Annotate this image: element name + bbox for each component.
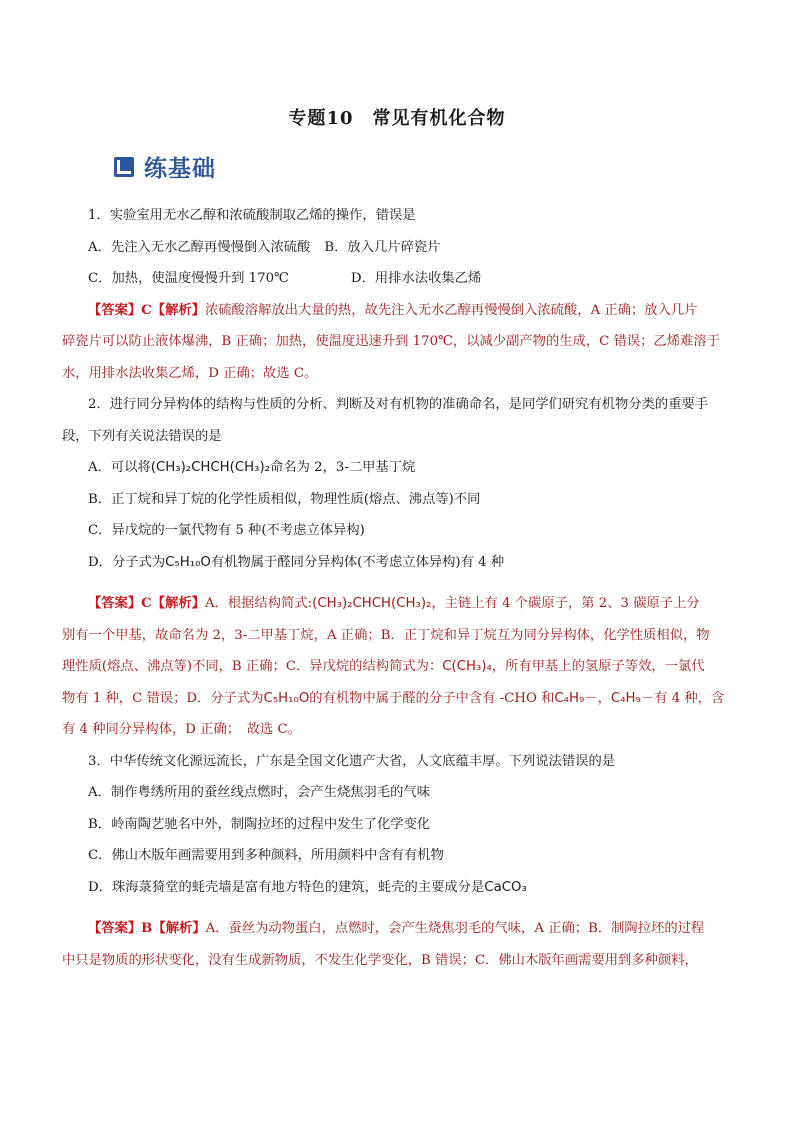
answer-1-line-1: 【答案】C【解析】浓硫酸溶解放出大量的热，故先注入无水乙醇再慢慢倒入浓硫酸，A 正确；放入几片 [88, 302, 698, 318]
answer-tag: 【答案】C【解析】 [88, 302, 205, 318]
answer-2-line-5: 有 4 种同分异构体，D 正确； 故选 C。 [62, 722, 302, 737]
answer-2-line-2: 别有一个甲基，故命名为 2，3-二甲基丁烷，A 正确；B．正丁烷和异丁烷互为同分异构体，化学性质相似，物 [62, 627, 710, 643]
option-b: B．放入几片碎瓷片 [324, 239, 441, 255]
question-1-options-ab [62, 232, 736, 264]
answer-1-line-3: 水，用排水法收集乙烯，D 正确；故选 C。 [62, 365, 318, 381]
question-2-stem-2: 段，下列有关说法错误的是 [62, 428, 222, 444]
book-icon [112, 155, 136, 179]
answer-2-line-1: 【答案】C【解析】A．根据结构简式:(CH₃)₂CHCH(CH₃)₂，主链上有 4 个碳原子，第 2、3 碳原子上分 [88, 596, 700, 611]
question-2-stem-1: 2．进行同分异构体的结构与性质的分析、判断及对有机物的准确命名，是同学们研究有机物分类的重要手 [88, 397, 709, 412]
answer-tag: 【答案】C【解析】 [88, 596, 205, 611]
answer-1-line-2: 碎瓷片可以防止液体爆沸，B 正确；加热，使温度迅速升到 170℃，以减少副产物的生成，C 错误；乙烯难溶于 [62, 334, 720, 349]
question-1-options-cd [62, 263, 736, 295]
option-b: B．岭南陶艺驰名中外，制陶拉坯的过程中发生了化学变化 [88, 816, 431, 832]
option-b: B．正丁烷和异丁烷的化学性质相似，物理性质(熔点、沸点等)不同 [88, 491, 481, 507]
option-a: A．可以将(CH₃)₂CHCH(CH₃)₂命名为 2，3-二甲基丁烷 [88, 460, 416, 475]
formula: C₄H₉－， [554, 690, 611, 706]
question-list [62, 200, 736, 976]
formula: CaCO₃ [484, 879, 527, 895]
formula: C₅H₁₀O [165, 554, 211, 570]
answer-2-line-3: 理性质(熔点、沸点等)不同，B 正确；C．异戊烷的结构简式为：C(CH₃)₄，所有甲基上的氢原子等效，一氯代 [62, 659, 705, 674]
answer-3-line-1: 【答案】B【解析】A．蚕丝为动物蛋白，点燃时，会产生烧焦羽毛的气味，A 正确；B．制陶拉坯的过程 [88, 921, 705, 936]
option-a: A．先注入无水乙醇再慢慢倒入浓硫酸 [88, 239, 311, 255]
section-title: 练基础 [144, 156, 216, 182]
answer-2-line-4: 物有 1 种，C 错误；D．分子式为C₅H₁₀O的有机物中属于醛的分子中含有 -CHO 和C₄H₉－，C₄H₉－有 4 种，含 [62, 690, 725, 706]
formula: (CH₃)₂CHCH(CH₃)₂ [312, 596, 432, 611]
option-a: A．制作粤绣所用的蚕丝线点燃时，会产生烧焦羽毛的气味 [88, 785, 431, 800]
formula: (CH₃)₂CHCH(CH₃)₂ [150, 460, 271, 475]
question-1-stem: 1．实验室用无水乙醇和浓硫酸制取乙烯的操作，错误是 [88, 208, 416, 223]
option-c: C．佛山木版年画需要用到多种颜料，所用颜料中含有有机物 [88, 848, 444, 863]
answer-tag: 【答案】B【解析】 [88, 921, 206, 936]
formula: C₄H₉－ [610, 690, 655, 706]
option-c: C．异戊烷的一氯代物有 5 种(不考虑立体异构) [88, 523, 365, 538]
option-c: C．加热，使温度慢慢升到 170℃ [88, 271, 289, 286]
formula: C(CH₃)₄ [442, 659, 492, 674]
option-d: D．用排水法收集乙烯 [350, 271, 482, 286]
option-d: D．分子式为C₅H₁₀O有机物属于醛同分异构体(不考虑立体异构)有 4 种 [88, 554, 505, 570]
page-title: 专题10 常见有机化合物 [288, 108, 506, 129]
question-3-stem: 3．中华传统文化源远流长，广东是全国文化遗产大省，人文底蕴丰厚。下列说法错误的是 [88, 753, 616, 769]
option-d: D．珠海菉猗堂的蚝壳墙是富有地方特色的建筑，蚝壳的主要成分是CaCO₃ [88, 879, 527, 895]
formula: C₅H₁₀O [263, 690, 310, 706]
section-badge [112, 150, 216, 183]
answer-3-line-2: 中只是物质的形状变化，没有生成新物质，不发生化学变化，B 错误；C．佛山木版年画需要用到多种颜料， [62, 952, 698, 968]
